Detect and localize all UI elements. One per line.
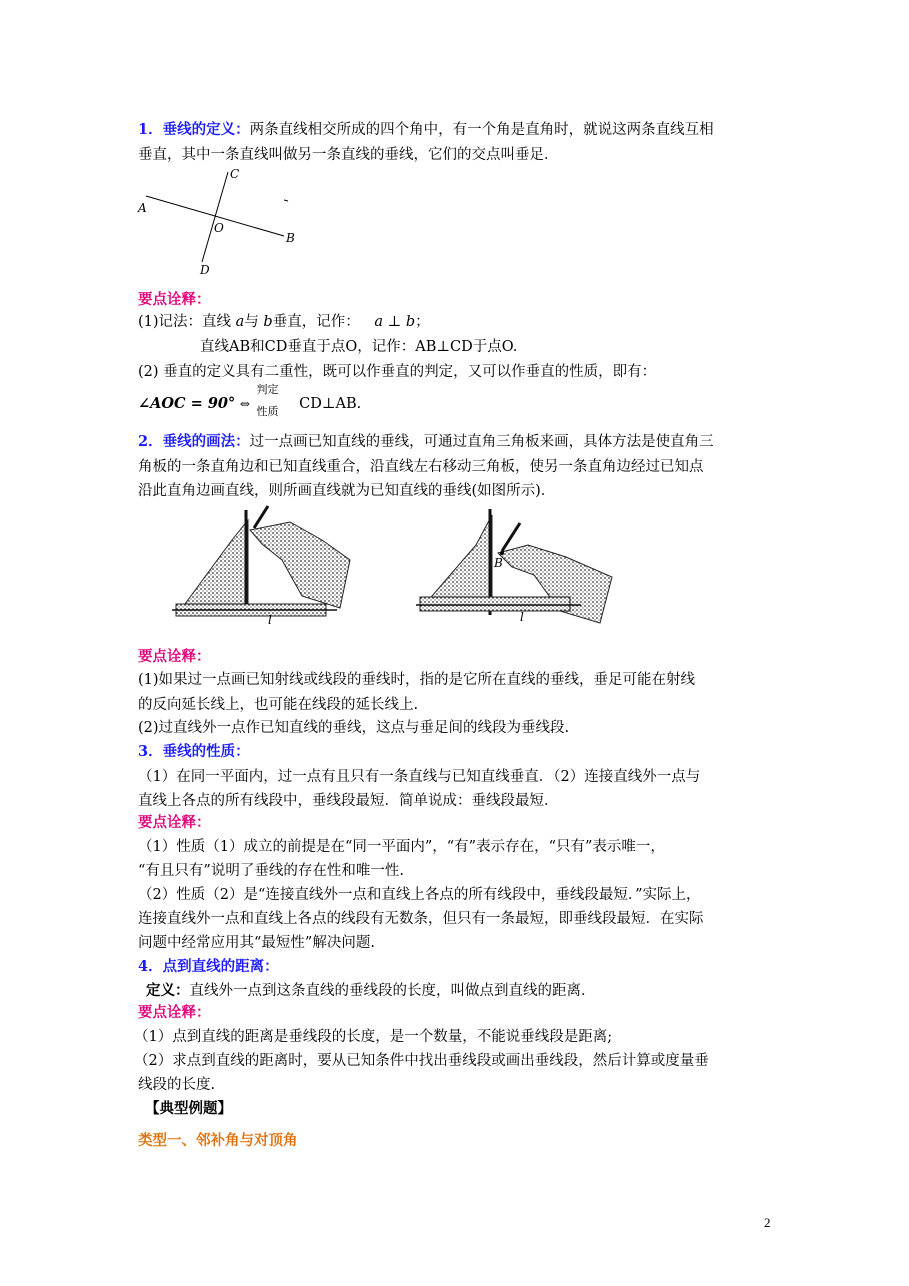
notes3-line5: 问题中经常应用其“最短性”解决问题. [138, 935, 375, 951]
notes3-line4: 连接直线外一点和直线上各点的线段有无数条，但只有一条最短，即垂线段最短．在实际 [138, 911, 704, 927]
notes1-l1-prefix: (1)记法：直线 [138, 314, 232, 330]
examples-heading-text: 【典型例题】 [145, 1100, 232, 1117]
sec1-text1: 两条直线相交所成的四个角中，有一个角是直角时，就说这两条直线互相 [249, 122, 714, 138]
notes4-heading [138, 1001, 211, 1025]
notes2-heading-text: 要点诠释： [138, 648, 211, 665]
notes1-line2: 直线AB和CD垂直于点O，记作：AB⊥CD于点O. [200, 339, 518, 355]
notes1-line3: (2) 垂直的定义具有二重性，既可以作垂直的判定，又可以作垂直的性质，即有： [138, 364, 657, 380]
perpendicular-figure [136, 166, 306, 280]
arrow-glyphs: ⇔ [239, 397, 250, 411]
notes4-line3: 线段的长度. [138, 1077, 216, 1093]
notes1-l1-end: ； [415, 314, 430, 330]
notes1-line1 [138, 310, 430, 334]
sec2-line1 [138, 430, 714, 454]
notes3-line2: “有且只有”说明了垂线的存在性和唯一性. [138, 863, 404, 879]
notes3-line1: （1）性质（1）成立的前提是在“同一平面内”，“有”表示存在，“只有”表示唯一， [138, 839, 665, 855]
notes4-line1: （1）点到直线的距离是垂线段的长度，是一个数量，不能说垂线段是距离; [134, 1029, 613, 1045]
type1-heading-text: 类型一、邻补角与对顶角 [138, 1132, 298, 1149]
notes1-l1-suffix: 垂直，记作： [272, 314, 360, 330]
notes1-l1-mid: 与 [244, 314, 259, 330]
page-number: 2 [764, 1215, 771, 1230]
sec3-heading-text: 3．垂线的性质： [138, 743, 250, 760]
notes4-line2: （2）求点到直线的距离时，要从已知条件中找出垂线段或画出垂线段，然后计算或度量垂 [134, 1053, 709, 1069]
right-label-l: l [520, 610, 524, 624]
left-label-l: l [268, 613, 272, 626]
sec4-heading [138, 955, 279, 979]
sec4-def-text: 直线外一点到这条直线的垂线段的长度，叫做点到直线的距离． [189, 983, 596, 999]
notes1-heading-text: 要点诠释： [138, 291, 211, 308]
notes1-l1-formula: a ⊥ b [374, 314, 416, 330]
notes2-heading [138, 645, 211, 669]
sec4-heading-text: 4．点到直线的距离： [138, 958, 279, 975]
notes1-heading [138, 288, 211, 312]
label-a: A [138, 201, 147, 215]
label-o: O [214, 221, 224, 235]
notes2-line1: (1)如果过一点画已知射线或线段的垂线时，指的是它所在直线的垂线，垂足可能在射线 [138, 672, 696, 688]
drawing-figure-left [172, 500, 352, 626]
label-b: B [286, 231, 295, 245]
sec4-definition [146, 979, 596, 1003]
notes1-l4-bottom: 性质 [256, 405, 279, 418]
notes1-l1-a: a [235, 314, 245, 330]
label-c: C [230, 167, 240, 181]
label-d: D [200, 263, 210, 277]
sec3-line2: 直线上各点的所有线段中，垂线段最短．简单说成：垂线段最短． [138, 793, 559, 809]
sec2-text3: 沿此直角边画直线，则所画直线就为已知直线的垂线(如图所示)． [138, 483, 556, 499]
notes3-heading-text: 要点诠释： [138, 814, 211, 831]
examples-heading [145, 1097, 232, 1121]
type1-heading [138, 1129, 298, 1153]
drawing-figure-right [416, 505, 616, 631]
notes3-heading [138, 811, 211, 835]
notes2-line3: (2)过直线外一点作已知直线的垂线，这点与垂足间的线段为垂线段. [138, 720, 570, 736]
judge-property-stack [255, 383, 295, 418]
sec2-heading: 2．垂线的画法： [138, 433, 250, 450]
notes4-heading-text: 要点诠释： [138, 1004, 211, 1021]
notes2-line2: 的反向延长线上，也可能在线段的延长线上. [138, 697, 419, 713]
right-label-b: B [494, 556, 503, 570]
sec1-text2: 垂直，其中一条直线叫做另一条直线的垂线，它们的交点叫垂足． [138, 147, 559, 163]
sec3-heading [138, 740, 250, 764]
sec3-line1: （1）在同一平面内，过一点有且只有一条直线与已知直线垂直．（2）连接直线外一点与 [138, 769, 701, 785]
notes1-l4-formula: ∠AOC = 90° [138, 395, 236, 412]
sec2-text2: 角板的一条直角边和已知直线重合，沿直线左右移动三角板，使另一条直角边经过已知点 [138, 459, 704, 475]
sec1-heading: 1．垂线的定义： [138, 121, 250, 138]
notes1-line4 [138, 383, 362, 418]
notes1-l1-b: b [263, 314, 273, 330]
sec1-line1 [138, 118, 714, 142]
notes1-l4-end: CD⊥AB. [299, 396, 362, 412]
sec4-def-label: 定义： [146, 982, 190, 999]
notes1-l4-top: 判定 [256, 383, 279, 396]
notes3-line3: （2）性质（2）是“连接直线外一点和直线上各点的所有线段中，垂线段最短．”实际上， [138, 887, 701, 903]
sec2-text1: 过一点画已知直线的垂线，可通过直角三角板来画，具体方法是使直角三 [249, 434, 714, 450]
